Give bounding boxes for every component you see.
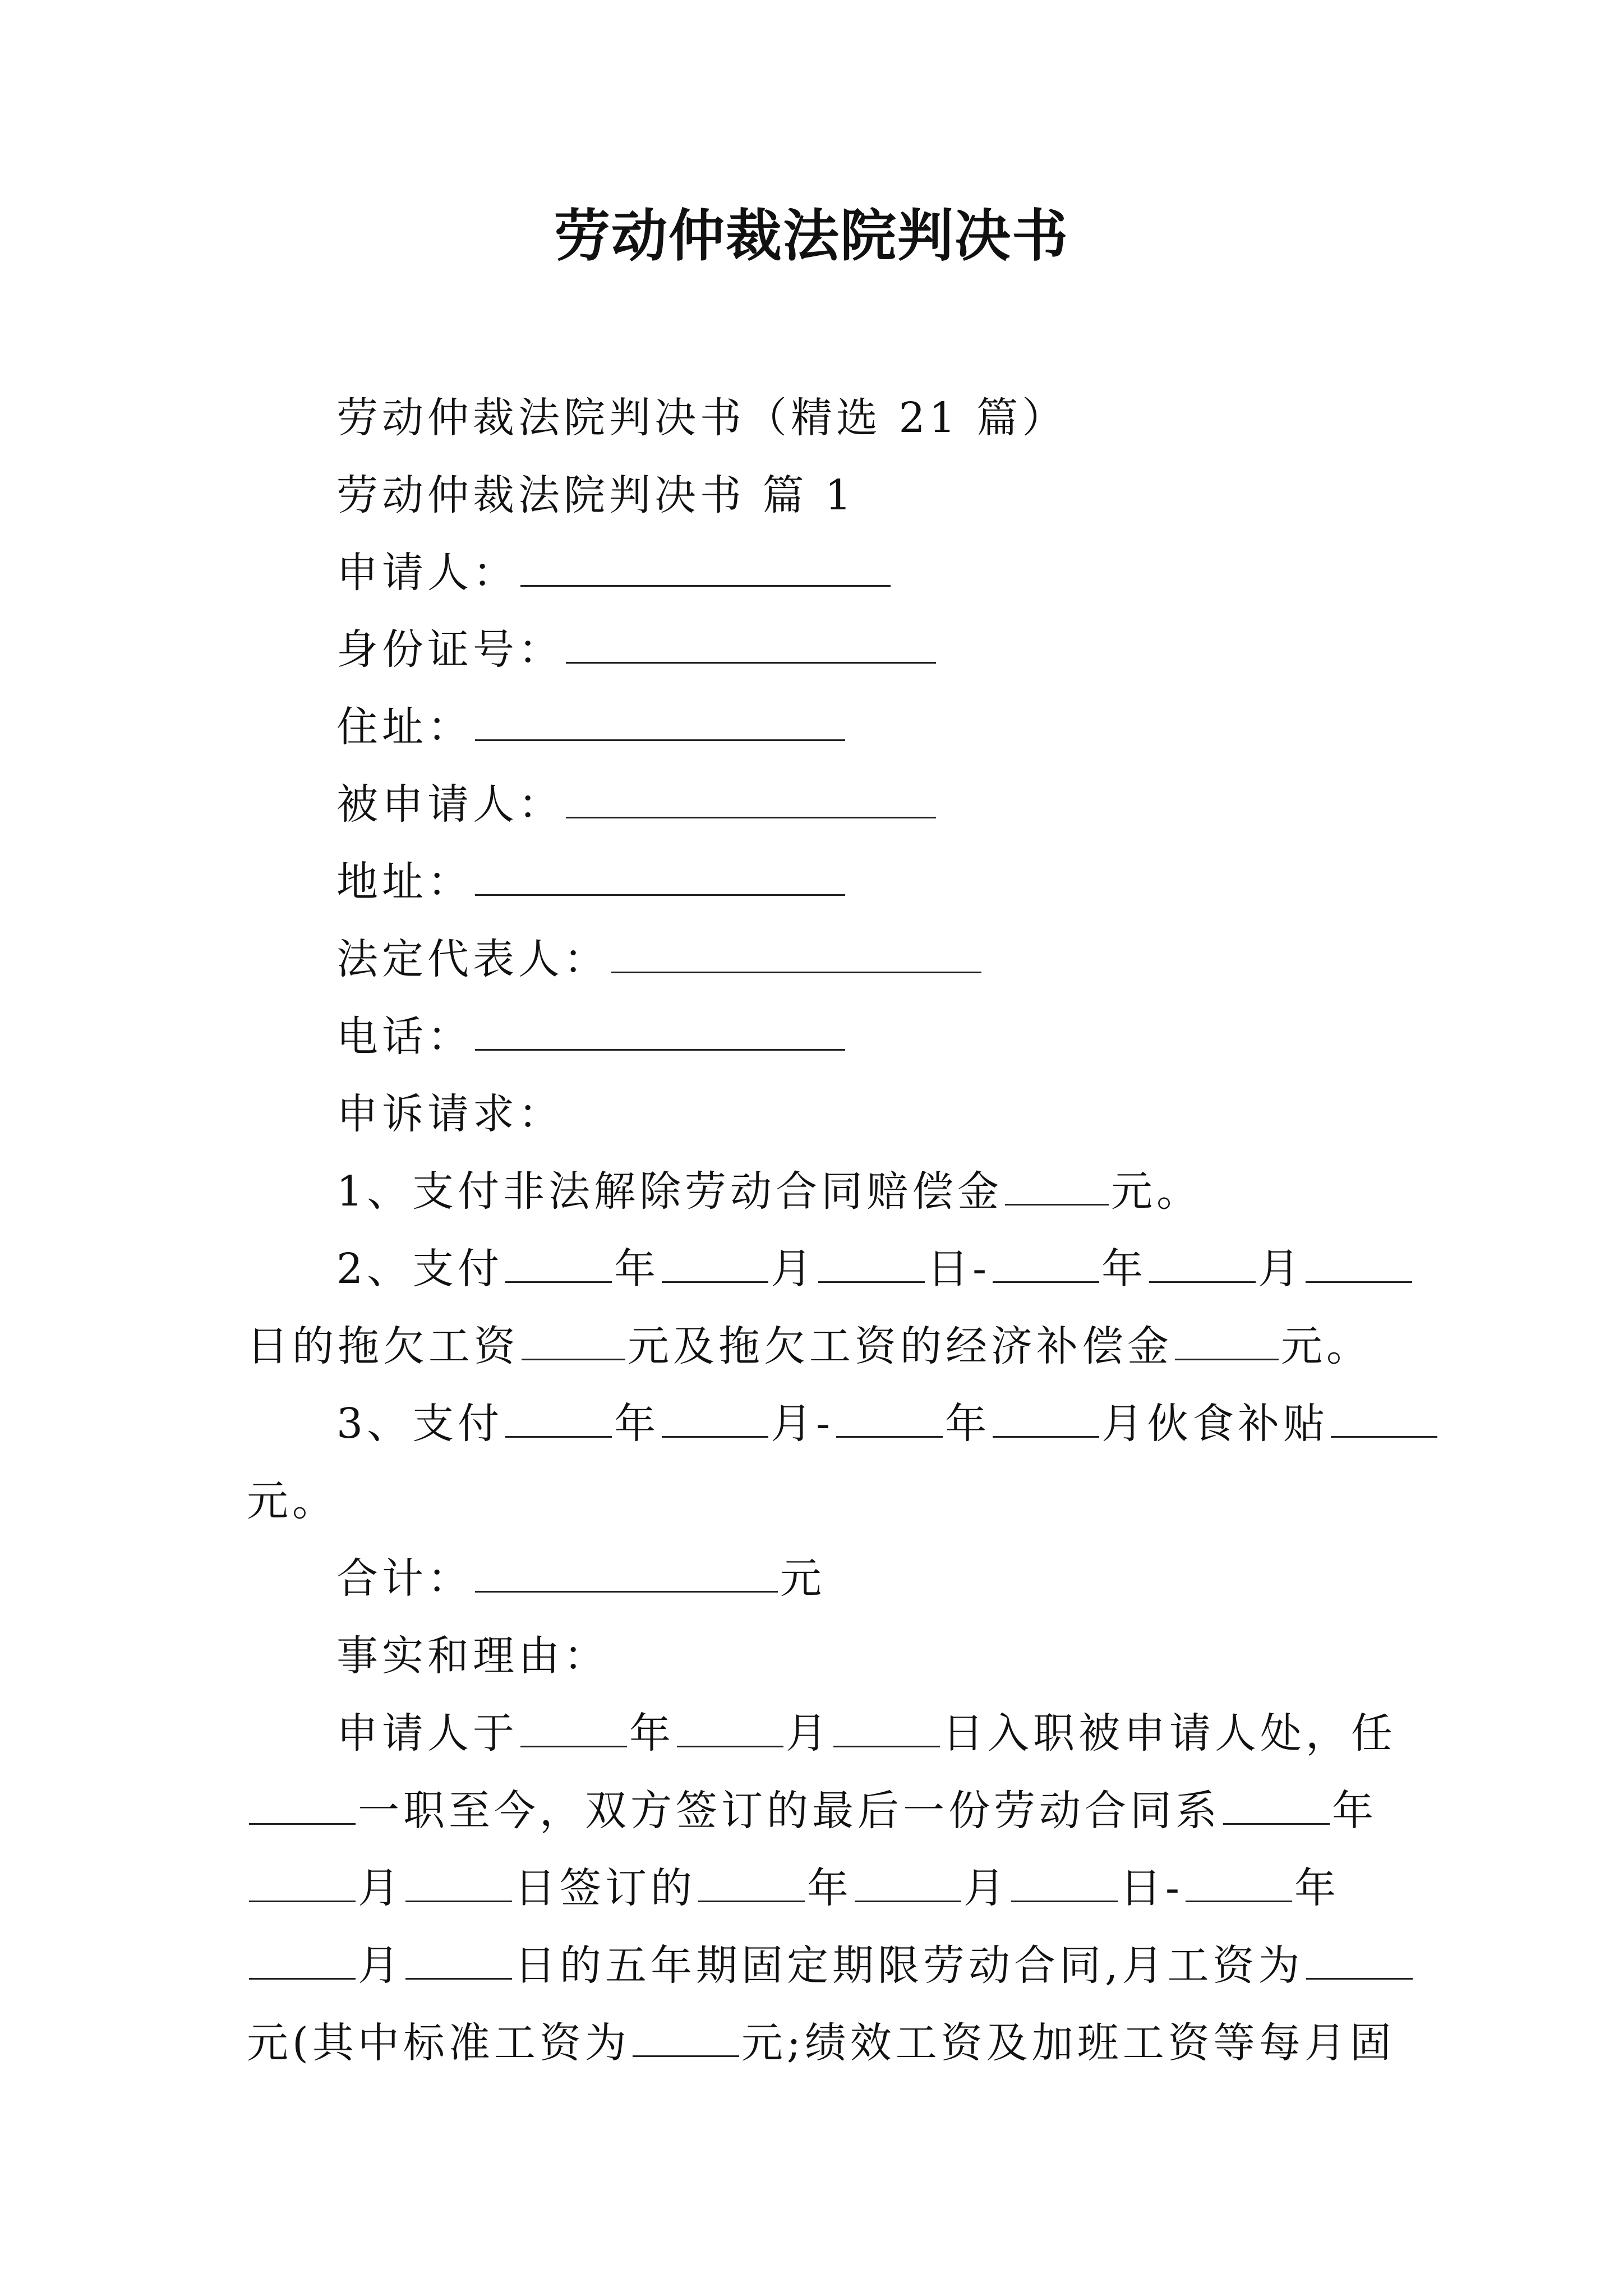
facts-line-1 [336,1703,1396,1764]
document-title: 劳动仲裁法院判决书 [554,203,1069,269]
claim-3-line-1 [336,1393,1440,1455]
facts-text: 月 [786,1709,831,1757]
claim-3-text: 月伙食补贴 [1101,1400,1329,1448]
claim-2-month-label: 月 [1258,1245,1304,1293]
claim-2-blank [818,1242,925,1283]
claim-3-year-label: 年 [614,1400,660,1448]
respondent-address-blank [475,855,845,896]
id-number-label: 身份证号： [336,625,564,674]
claim-2-unit: 元。 [1281,1322,1372,1370]
claims-heading: 申诉请求： [336,1090,564,1138]
claim-2-day-label: 日- [927,1245,991,1293]
total-label: 合计： [336,1554,473,1603]
claim-2-compensation-blank [1175,1319,1279,1360]
claim-1-text: 1、支付非法解除劳动合同赔偿金 [336,1167,1003,1216]
facts-blank [1306,1939,1413,1980]
facts-text: 年 [1294,1864,1340,1912]
respondent-blank [566,777,936,818]
address-blank [475,700,845,741]
facts-line-3 [247,1857,1340,1919]
facts-text: 日- [1120,1864,1184,1912]
facts-blank [855,1861,961,1902]
claim-2-month-label: 月 [771,1245,817,1293]
phone-field [336,1006,847,1068]
facts-text: 月 [358,1941,403,1990]
facts-blank [405,1861,512,1902]
facts-line-2 [247,1780,1377,1842]
address-label: 住址： [336,703,473,751]
claim-2-blank [505,1242,612,1283]
claim-1-amount-blank [1005,1165,1109,1205]
total-field [336,1548,826,1609]
legal-rep-blank [611,932,981,973]
facts-text: 一职至今，双方签订的最后一份劳动合同系 [358,1787,1221,1835]
claim-1-unit: 元。 [1111,1167,1202,1216]
facts-blank [677,1706,783,1747]
address-field [336,696,847,758]
section-heading: 劳动仲裁法院判决书 篇 1 [336,471,856,519]
claim-2-blank [1149,1242,1256,1283]
claim-3-month-label: 月- [771,1400,834,1448]
facts-text: 月 [358,1864,403,1912]
claim-3-blank [1331,1397,1437,1438]
respondent-field [336,774,938,835]
id-number-blank [566,623,936,664]
total-unit: 元 [780,1554,826,1603]
facts-blank [249,1939,356,1980]
facts-blank [1011,1861,1118,1902]
claim-2-year-label: 年 [614,1245,660,1293]
legal-rep-label: 法定代表人： [336,935,609,983]
facts-blank [249,1861,356,1902]
claim-2-text: 日的拖欠工资 [247,1322,519,1370]
applicant-label: 申请人： [336,549,518,597]
claim-2-text: 元及拖欠工资的经济补偿金 [628,1322,1173,1370]
facts-text: 申请人于 [336,1709,518,1757]
id-number-field [336,619,938,680]
claim-3-line-2: 元。 [247,1477,338,1525]
facts-blank [698,1861,805,1902]
total-blank [475,1552,778,1593]
facts-line-5 [247,2012,1395,2074]
claim-2-year-label: 年 [1101,1245,1147,1293]
applicant-field [336,542,893,604]
claim-2-wage-blank [522,1319,625,1360]
document-subtitle: 劳动仲裁法院判决书（精选 21 篇） [336,394,1068,442]
facts-text: 日入职被申请人处，任 [942,1709,1396,1757]
claim-2-blank [1306,1242,1412,1283]
facts-heading: 事实和理由： [336,1632,609,1680]
phone-blank [475,1010,845,1051]
facts-blank [405,1939,512,1980]
facts-text: 日的五年期固定期限劳动合同,月工资为 [514,1941,1304,1990]
claim-3-blank [505,1397,612,1438]
facts-blank [833,1706,940,1747]
claim-2-line-1 [336,1238,1414,1300]
legal-rep-field [336,928,984,990]
respondent-address-field [336,851,847,913]
facts-blank [520,1706,627,1747]
claim-3-blank [836,1397,943,1438]
claim-3-blank [993,1397,1099,1438]
facts-text: 元;绩效工资及加班工资等每月固 [741,2019,1395,2067]
claim-3-blank [662,1397,768,1438]
facts-text: 日签订的 [514,1864,696,1912]
facts-text: 月 [963,1864,1009,1912]
facts-text: 元(其中标准工资为 [247,2019,630,2067]
claim-3-year-label: 年 [945,1400,991,1448]
respondent-label: 被申请人： [336,780,564,829]
claim-2-blank [993,1242,1099,1283]
claim-1 [336,1161,1202,1222]
phone-label: 电话： [336,1013,473,1061]
facts-blank [1223,1784,1330,1825]
claim-2-prefix: 2、支付 [336,1245,504,1293]
facts-line-4 [247,1935,1415,1996]
claim-2-blank [662,1242,768,1283]
facts-text: 年 [807,1864,852,1912]
claim-3-prefix: 3、支付 [336,1400,504,1448]
facts-text: 年 [1332,1787,1377,1835]
claim-2-line-2 [247,1315,1372,1377]
facts-blank [1186,1861,1292,1902]
facts-blank [249,1784,356,1825]
respondent-address-label: 地址： [336,858,473,906]
facts-blank [633,2016,739,2057]
facts-text: 年 [629,1709,675,1757]
applicant-blank [520,546,891,587]
